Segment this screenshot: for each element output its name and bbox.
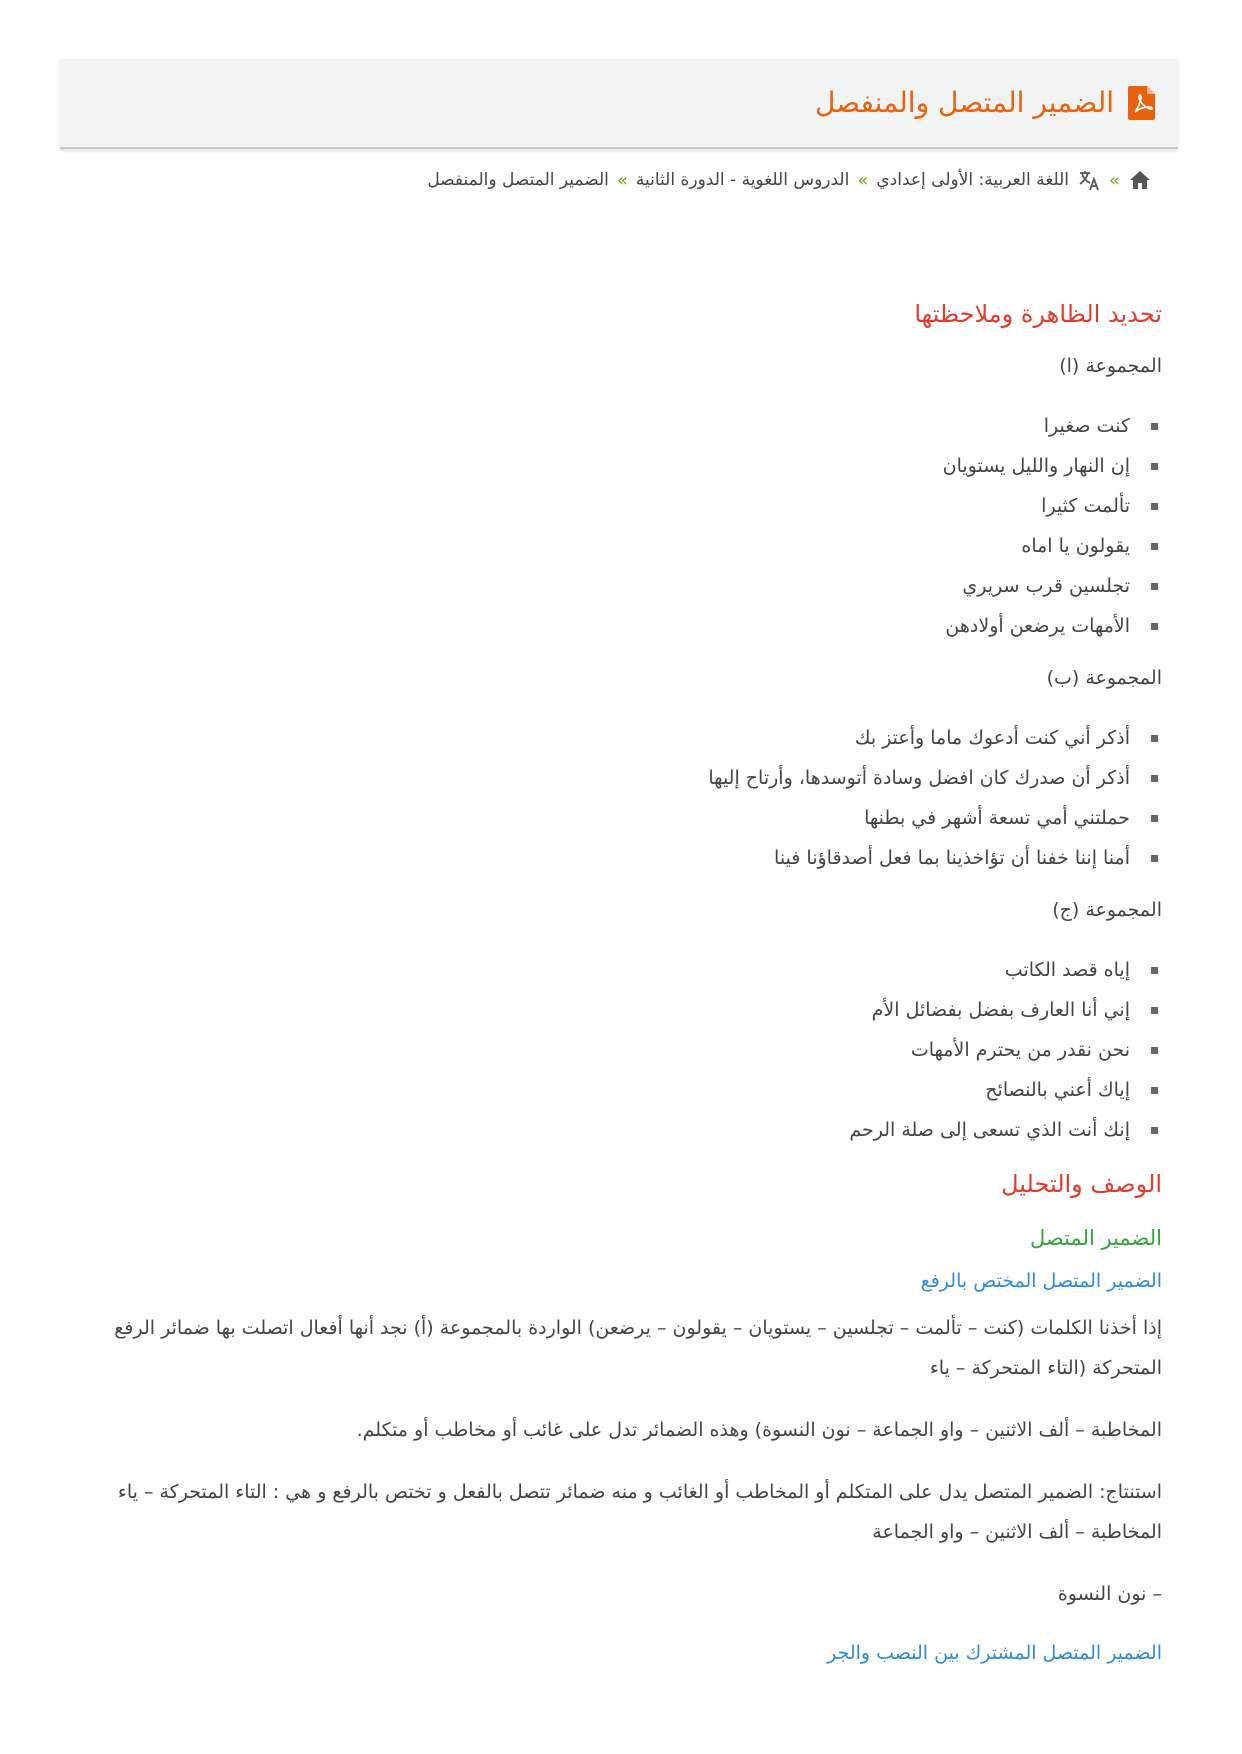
pdf-icon[interactable] (1126, 85, 1158, 121)
group-b-list (72, 718, 1162, 878)
breadcrumb-current: الضمير المتصل والمنفصل (427, 170, 609, 190)
subsection-title-attached-pronoun: الضمير المتصل (1029, 1226, 1162, 1250)
list-item: إياك أعني بالنصائح (72, 1070, 1162, 1110)
list-item: أذكر أني كنت أدعوك ماما وأعتز بك (72, 718, 1162, 758)
list-item: تألمت كثيرا (72, 486, 1162, 526)
group-a-label: المجموعة (ا) (1059, 355, 1162, 377)
list-item: إن النهار والليل يستويان (72, 446, 1162, 486)
list-item: إنك أنت الذي تسعى إلى صلة الرحم (72, 1110, 1162, 1150)
translate-icon (1077, 168, 1101, 192)
section-title-analysis: الوصف والتحليل (1001, 1170, 1162, 1198)
list-item: الأمهات يرضعن أولادهن (72, 606, 1162, 646)
list-item: إياه قصد الكاتب (72, 950, 1162, 990)
subsection-title-accusative-genitive: الضمير المتصل المشترك بين النصب والجر (827, 1642, 1162, 1664)
breadcrumb (427, 168, 1152, 192)
list-item: كنت صغيرا (72, 406, 1162, 446)
group-a-list (72, 406, 1162, 646)
list-item: يقولون يا اماه (72, 526, 1162, 566)
paragraph: إذا أخذنا الكلمات (كنت – تألمت – تجلسين – يستويان – يقولون – يرضعن) الواردة بالمجموعة (أ) نجد أنها أفعال اتصلت بها ضمائر الرفع المتحركة (التاء المتحركة – ياء (114, 1317, 1162, 1379)
group-b-label: المجموعة (ب) (1046, 667, 1162, 689)
breadcrumb-link-lessons[interactable]: الدروس اللغوية - الدورة الثانية (635, 170, 850, 190)
list-item: أمنا إننا خفنا أن تؤاخذينا بما فعل أصدقاؤنا فينا (72, 838, 1162, 878)
list-item: نحن نقدر من يحترم الأمهات (72, 1030, 1162, 1070)
section-title-observation: تحديد الظاهرة وملاحظتها (914, 300, 1162, 328)
list-item: تجلسين قرب سريري (72, 566, 1162, 606)
group-c-list (72, 950, 1162, 1150)
list-item: أذكر أن صدرك كان افضل وسادة أتوسدها، وأرتاح إليها (72, 758, 1162, 798)
breadcrumb-separator: » (1108, 169, 1120, 191)
lesson-content (72, 296, 1162, 1680)
page-header (60, 59, 1178, 149)
paragraph-conclusion: استنتاج: الضمير المتصل يدل على المتكلم أو المخاطب أو الغائب و منه ضمائر تتصل بالفعل و تختص بالرفع و هي : التاء المتحركة – ياء المخاطبة – ألف الاثنين – واو الجماعة (117, 1481, 1162, 1543)
breadcrumb-separator: » (857, 169, 869, 191)
page-title: الضمير المتصل والمنفصل (814, 86, 1114, 119)
list-item: حملتني أمي تسعة أشهر في بطنها (72, 798, 1162, 838)
paragraph: – نون النسوة (1057, 1583, 1162, 1605)
list-item: إني أنا العارف بفضل بفضائل الأم (72, 990, 1162, 1030)
home-icon[interactable] (1128, 168, 1152, 192)
paragraph: المخاطبة – ألف الاثنين – واو الجماعة – نون النسوة) وهذه الضمائر تدل على غائب أو مخاطب أو متكلم. (356, 1419, 1162, 1441)
subsection-title-nominative: الضمير المتصل المختص بالرفع (920, 1270, 1162, 1292)
group-c-label: المجموعة (ج) (1052, 899, 1162, 921)
breadcrumb-link-course[interactable]: اللغة العربية: الأولى إعدادي (876, 170, 1069, 190)
breadcrumb-separator: » (616, 169, 628, 191)
